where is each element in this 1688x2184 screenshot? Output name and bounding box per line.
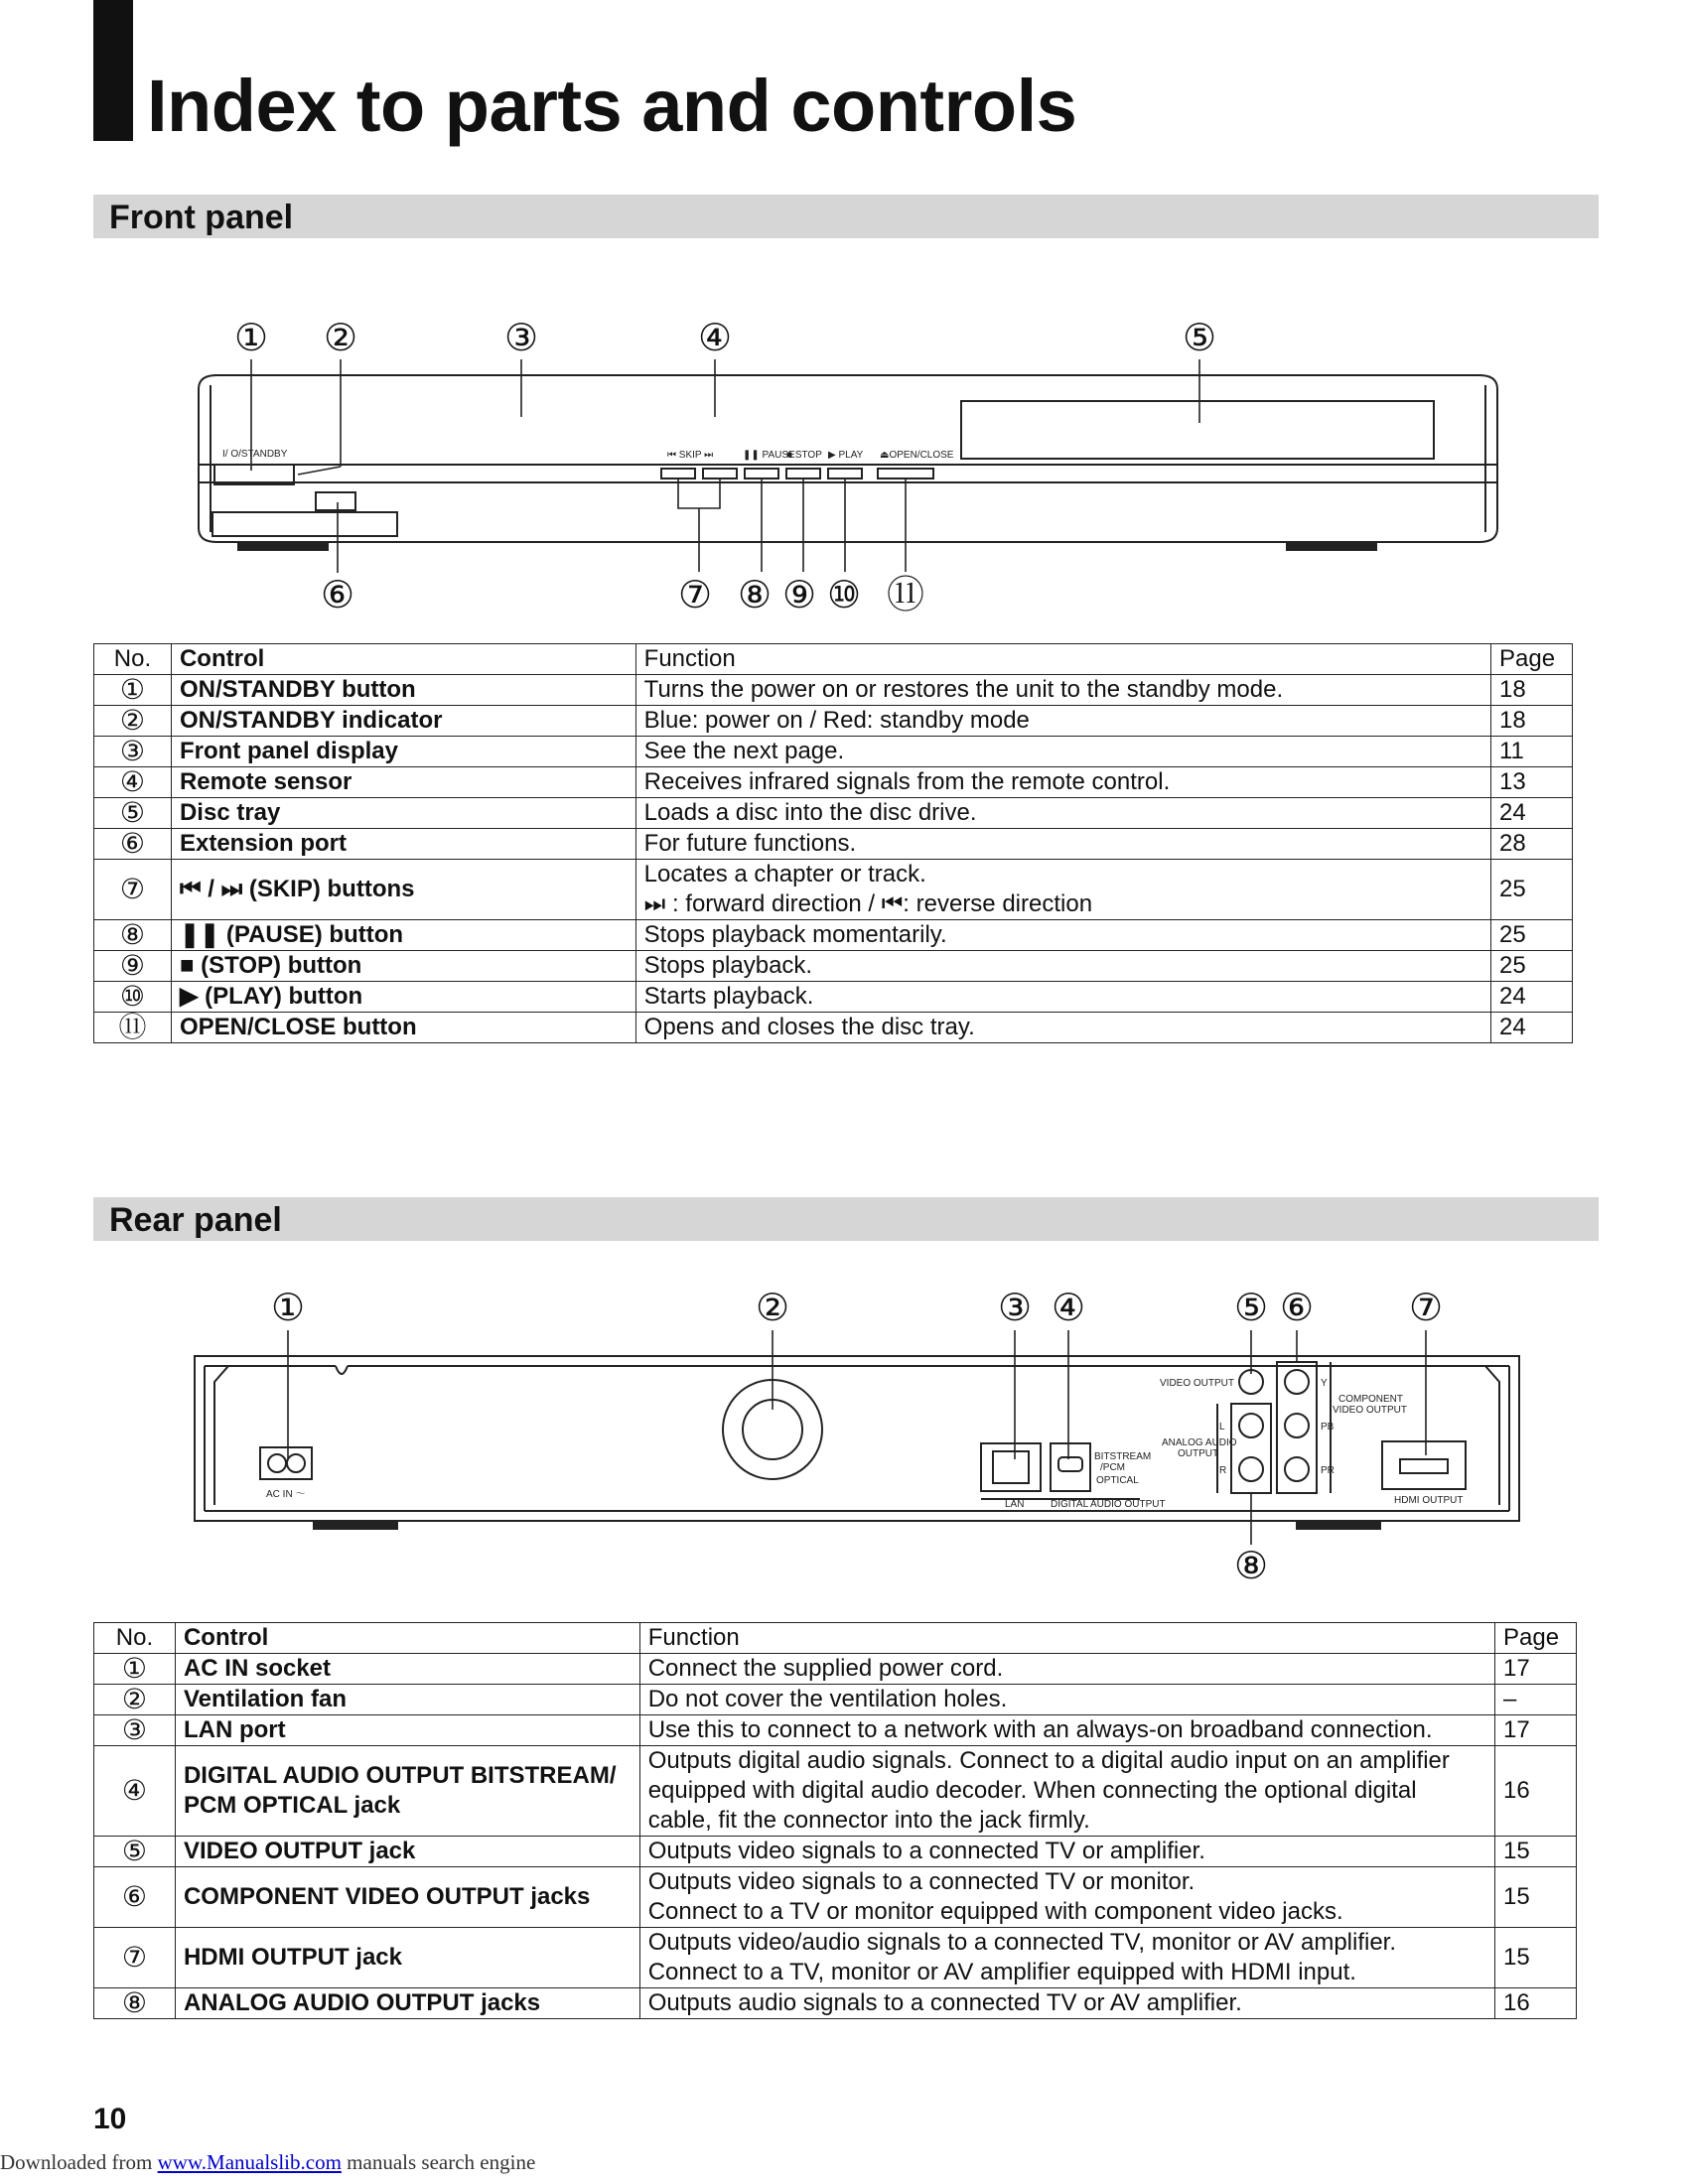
row-page: 28: [1490, 829, 1572, 860]
rear-optical-label: OPTICAL: [1096, 1475, 1139, 1486]
row-page: 11: [1490, 737, 1572, 767]
rear-lan-label: LAN: [1005, 1499, 1025, 1510]
row-control: VIDEO OUTPUT jack: [175, 1837, 639, 1867]
row-function-line: Outputs digital audio signals. Connect to a digital audio input on an amplifier: [647, 1747, 1450, 1774]
row-page: 15: [1495, 1867, 1577, 1928]
row-control: Extension port: [171, 829, 635, 860]
row-control: HDMI OUTPUT jack: [175, 1928, 639, 1988]
row-number: ⑩: [94, 982, 172, 1013]
table-row: [94, 829, 1573, 860]
front-leader-lines: [251, 359, 1199, 573]
row-control: ⏮ / ⏭ (SKIP) buttons: [171, 860, 635, 920]
row-page: 24: [1490, 798, 1572, 829]
row-number: ②: [94, 706, 172, 737]
table-row: [94, 1867, 1577, 1928]
rear-acin-label: AC IN ～: [266, 1489, 306, 1500]
row-page: 18: [1490, 675, 1572, 706]
rear-y-label: Y: [1321, 1378, 1328, 1389]
front-stop-caption: ■ STOP: [786, 450, 822, 461]
row-function: See the next page.: [635, 737, 1490, 767]
front-callout-9: ⑨: [781, 575, 817, 616]
row-function: For future functions.: [635, 829, 1490, 860]
rear-video-output-label: VIDEO OUTPUT: [1160, 1378, 1235, 1389]
front-skip-caption: ⏮ SKIP ⏭: [667, 450, 714, 461]
header-page: Page: [1490, 644, 1572, 675]
row-control: Disc tray: [171, 798, 635, 829]
row-function: Receives infrared signals from the remote control.: [635, 767, 1490, 798]
row-control: Remote sensor: [171, 767, 635, 798]
row-control: Front panel display: [171, 737, 635, 767]
table-row: [94, 951, 1573, 982]
row-function-line: Outputs video/audio signals to a connected TV, monitor or AV amplifier.: [647, 1929, 1397, 1956]
table-row: [94, 1715, 1577, 1746]
rear-callout-8: ⑧: [1233, 1546, 1269, 1587]
row-control: OPEN/CLOSE button: [171, 1013, 635, 1043]
download-footer: [0, 2150, 535, 2175]
row-number: ⑪: [94, 1013, 172, 1043]
header-control: Control: [171, 644, 635, 675]
row-function: Turns the power on or restores the unit to the standby mode.: [635, 675, 1490, 706]
row-function: [639, 1867, 1494, 1928]
rear-analog-audio-label: ANALOG AUDIO: [1162, 1437, 1237, 1448]
table-row: [94, 920, 1573, 951]
table-row: [94, 1988, 1577, 2019]
table-row: [94, 1685, 1577, 1715]
rear-callout-6: ⑥: [1279, 1288, 1315, 1329]
row-page: 25: [1490, 860, 1572, 920]
footer-prefix: Downloaded from: [0, 2150, 158, 2174]
row-function-line: equipped with digital audio decoder. When connecting the optional digital: [647, 1777, 1417, 1804]
rear-pb-label: PB: [1321, 1422, 1335, 1433]
row-function: [639, 1746, 1494, 1837]
header-no: No.: [94, 644, 172, 675]
row-control: ❚❚ (PAUSE) button: [171, 920, 635, 951]
front-unit-body: [199, 375, 1497, 550]
row-control: LAN port: [175, 1715, 639, 1746]
row-function-line: Locates a chapter or track.: [643, 861, 926, 887]
row-page: 13: [1490, 767, 1572, 798]
row-function: [639, 1928, 1494, 1988]
front-callout-4: ④: [697, 318, 733, 359]
table-row: [94, 675, 1573, 706]
rear-l-label: L: [1219, 1422, 1225, 1433]
rear-panel-table: [93, 1622, 1577, 2019]
row-function: Blue: power on / Red: standby mode: [635, 706, 1490, 737]
table-row: [94, 767, 1573, 798]
title-accent-bar: [93, 0, 133, 141]
row-number: ③: [94, 737, 172, 767]
front-callout-11: ⑪: [886, 575, 925, 616]
table-row: [94, 706, 1573, 737]
row-control-line: PCM OPTICAL jack: [183, 1792, 401, 1819]
rear-pcm-label: /PCM: [1100, 1462, 1125, 1473]
row-page: 16: [1495, 1988, 1577, 2019]
rear-r-label: R: [1219, 1465, 1227, 1476]
row-function: Use this to connect to a network with an always-on broadband connection.: [639, 1715, 1494, 1746]
row-number: ⑤: [94, 1837, 176, 1867]
row-number: ④: [94, 767, 172, 798]
row-function-line: Connect to a TV, monitor or AV amplifier equipped with HDMI input.: [647, 1959, 1356, 1985]
row-function: Outputs video signals to a connected TV or amplifier.: [639, 1837, 1494, 1867]
row-function: Stops playback.: [635, 951, 1490, 982]
front-pause-caption: ❚❚ PAUSE: [743, 450, 795, 461]
row-function: Opens and closes the disc tray.: [635, 1013, 1490, 1043]
header-function: Function: [635, 644, 1490, 675]
rear-analog-output-label: OUTPUT: [1178, 1448, 1219, 1459]
row-number: ①: [94, 675, 172, 706]
front-panel-title: Front panel: [109, 199, 294, 236]
row-number: ⑧: [94, 1988, 176, 2019]
row-control: [175, 1746, 639, 1837]
table-row: [94, 737, 1573, 767]
row-function: [635, 860, 1490, 920]
row-function: Outputs audio signals to a connected TV or AV amplifier.: [639, 1988, 1494, 2019]
row-control: AC IN socket: [175, 1654, 639, 1685]
table-header-row: [94, 1623, 1577, 1654]
row-page: 17: [1495, 1654, 1577, 1685]
page-title: Index to parts and controls: [147, 65, 1077, 147]
front-callout-1: ①: [233, 318, 269, 359]
row-number: ⑥: [94, 829, 172, 860]
front-callout-6: ⑥: [320, 575, 355, 616]
front-callout-10: ⑩: [826, 575, 862, 616]
row-page: 25: [1490, 920, 1572, 951]
row-function: Stops playback momentarily.: [635, 920, 1490, 951]
row-function-line: cable, fit the connector into the jack firmly.: [647, 1807, 1090, 1834]
row-function-line: Outputs video signals to a connected TV or monitor.: [647, 1868, 1196, 1895]
row-number: ⑧: [94, 920, 172, 951]
row-page: 18: [1490, 706, 1572, 737]
row-page: 24: [1490, 1013, 1572, 1043]
row-control: ANALOG AUDIO OUTPUT jacks: [175, 1988, 639, 2019]
row-number: ④: [94, 1746, 176, 1837]
table-row: [94, 1837, 1577, 1867]
row-page: –: [1495, 1685, 1577, 1715]
header-function: Function: [639, 1623, 1494, 1654]
row-function: Starts playback.: [635, 982, 1490, 1013]
row-control: ▶ (PLAY) button: [171, 982, 635, 1013]
front-panel-heading: [93, 195, 1599, 238]
rear-callout-7: ⑦: [1408, 1288, 1444, 1329]
row-function-line: ⏭ : forward direction / ⏮: reverse direction: [643, 890, 1093, 917]
row-number: ②: [94, 1685, 176, 1715]
table-row: [94, 860, 1573, 920]
footer-suffix: manuals search engine: [341, 2150, 536, 2174]
table-row: [94, 1746, 1577, 1837]
front-callout-3: ③: [503, 318, 539, 359]
table-row: [94, 798, 1573, 829]
front-panel-diagram: [0, 298, 1688, 625]
rear-panel-heading: [93, 1197, 1599, 1241]
row-page: 16: [1495, 1746, 1577, 1837]
table-header-row: [94, 644, 1573, 675]
front-panel-table: [93, 643, 1573, 1043]
table-row: [94, 1654, 1577, 1685]
rear-callout-1: ①: [270, 1288, 306, 1329]
front-callout-2: ②: [323, 318, 358, 359]
row-function-line: Connect to a TV or monitor equipped with component video jacks.: [647, 1898, 1343, 1925]
row-control: ON/STANDBY button: [171, 675, 635, 706]
table-row: [94, 1928, 1577, 1988]
rear-pr-label: PR: [1321, 1465, 1335, 1476]
row-control-line: DIGITAL AUDIO OUTPUT BITSTREAM/: [183, 1762, 617, 1789]
header-page: Page: [1495, 1623, 1577, 1654]
rear-hdmi-label: HDMI OUTPUT: [1394, 1495, 1464, 1506]
row-number: ⑥: [94, 1867, 176, 1928]
row-function: Loads a disc into the disc drive.: [635, 798, 1490, 829]
rear-digital-audio-label: DIGITAL AUDIO OUTPUT: [1051, 1499, 1166, 1510]
row-page: 25: [1490, 951, 1572, 982]
row-page: 15: [1495, 1837, 1577, 1867]
row-control: ON/STANDBY indicator: [171, 706, 635, 737]
table-row: [94, 982, 1573, 1013]
header-control: Control: [175, 1623, 639, 1654]
row-number: ⑦: [94, 860, 172, 920]
table-row: [94, 1013, 1573, 1043]
page-number: 10: [93, 2103, 127, 2135]
row-number: ⑦: [94, 1928, 176, 1988]
rear-callout-2: ②: [755, 1288, 790, 1329]
front-callout-5: ⑤: [1182, 318, 1217, 359]
row-function: Do not cover the ventilation holes.: [639, 1685, 1494, 1715]
front-play-caption: ▶ PLAY: [828, 450, 864, 461]
front-openclose-caption: ⏏OPEN/CLOSE: [880, 450, 954, 461]
row-number: ③: [94, 1715, 176, 1746]
row-page: 15: [1495, 1928, 1577, 1988]
rear-callout-4: ④: [1051, 1288, 1086, 1329]
row-number: ⑤: [94, 798, 172, 829]
row-function: Connect the supplied power cord.: [639, 1654, 1494, 1685]
rear-panel-title: Rear panel: [109, 1201, 282, 1239]
row-page: 17: [1495, 1715, 1577, 1746]
front-callout-8: ⑧: [737, 575, 773, 616]
row-control: Ventilation fan: [175, 1685, 639, 1715]
row-control: ■ (STOP) button: [171, 951, 635, 982]
row-number: ⑨: [94, 951, 172, 982]
rear-component-video-label: VIDEO OUTPUT: [1333, 1405, 1408, 1416]
header-no: No.: [94, 1623, 176, 1654]
rear-component-label: COMPONENT: [1338, 1394, 1403, 1405]
front-standby-caption: I/ O/STANDBY: [222, 449, 288, 460]
rear-callout-5: ⑤: [1233, 1288, 1269, 1329]
row-number: ①: [94, 1654, 176, 1685]
front-callout-7: ⑦: [677, 575, 713, 616]
row-page: 24: [1490, 982, 1572, 1013]
manualslib-link[interactable]: www.Manualslib.com: [157, 2150, 342, 2174]
rear-bitstream-label: BITSTREAM: [1094, 1451, 1152, 1462]
rear-panel-diagram: [0, 1271, 1688, 1598]
rear-callout-3: ③: [997, 1288, 1033, 1329]
row-control: COMPONENT VIDEO OUTPUT jacks: [175, 1867, 639, 1928]
